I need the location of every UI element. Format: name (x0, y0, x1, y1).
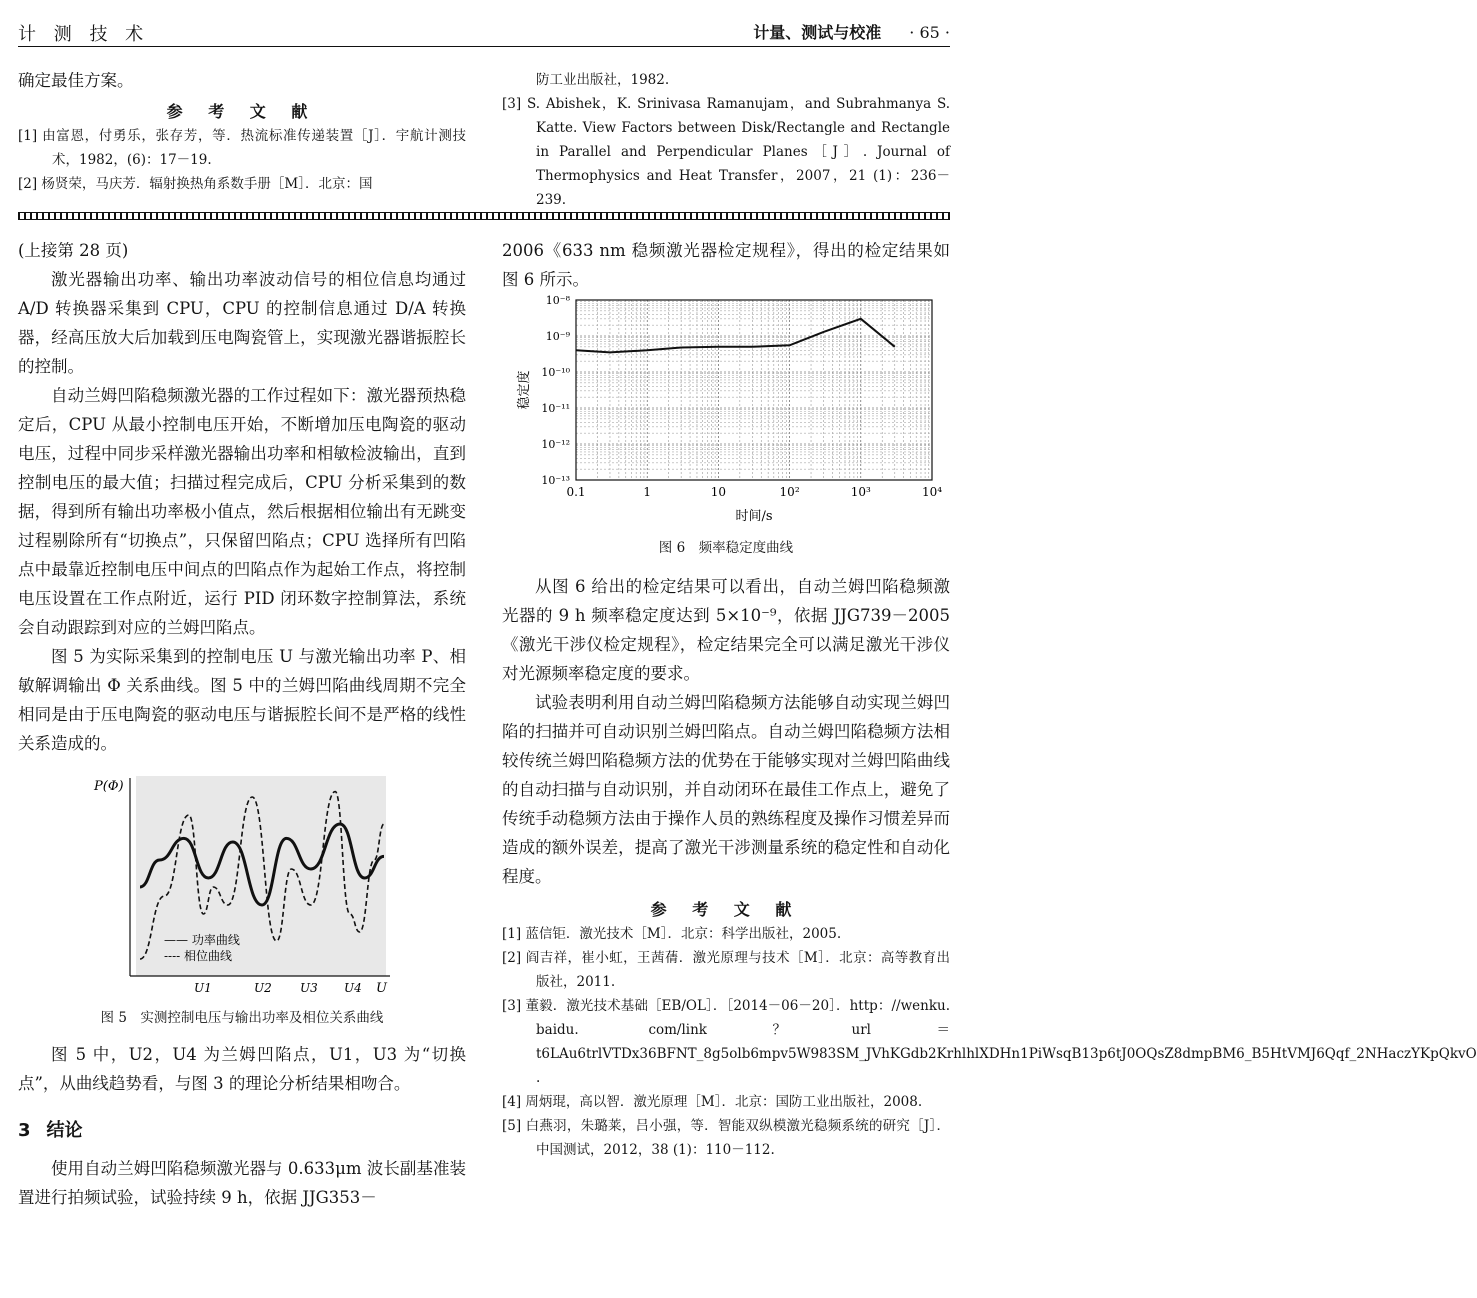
section-title-text: 结论 (46, 1120, 83, 1141)
section-title: 计量、测试与校准 (753, 23, 882, 42)
reference-1: [1] 蓝信钜．激光技术［M］．北京：科学出版社，2005. (502, 926, 842, 942)
fig5-tick-u4: U4 (344, 981, 362, 995)
fig6-ytick: 10⁻¹⁰ (541, 366, 570, 379)
prev-article-left (18, 66, 466, 196)
journal-name: 计 测 技 术 (18, 24, 150, 45)
prev-refs-title: 参 考 文 献 (166, 102, 318, 121)
prev-ref-2-cont: 防工业出版社，1982. (536, 72, 670, 88)
paragraph: 激光器输出功率、输出功率波动信号的相位信息均通过 A/D 转换器采集到 CPU，CPU 的控制信息通过 D/A 转换器，经高压放大后加载到压电陶瓷管上，实现激光器谐振腔长的控制。 (18, 270, 466, 376)
prev-ref-2: [2] 杨贤荣，马庆芳．辐射换热角系数手册［M］．北京：国 (18, 176, 373, 192)
fig6-xlabel: 时间/s (735, 509, 773, 524)
reference-4: [4] 周炳琨，高以智．激光原理［M］．北京：国防工业出版社，2008. (502, 1094, 923, 1110)
fig6-grid (576, 300, 932, 480)
continued-note: (上接第 28 页) (18, 241, 129, 260)
fig5-legend-solid: —— 功率曲线 (164, 933, 240, 947)
fig6-xtick: 10² (779, 485, 800, 499)
fig6-stability-series (576, 319, 895, 353)
paragraph: 自动兰姆凹陷稳频激光器的工作过程如下：激光器预热稳定后，CPU 从最小控制电压开始，不断增加压电陶瓷的驱动电压，过程中同步采样激光器输出功率和相敏检波输出，直到控制电压的最大值；扫描过程完成后，CPU 分析采集到的数据，得到所有输出功率极小值点，然后根据相位输出有无跳变过程剔除所有“切换点”，只保留凹陷点；CPU 选择所有凹陷点中最靠近控制电压中间点的凹陷点作为起始工作点，将控制电压设置在工作点附近，运行 PID 闭环数字控制算法，系统会自动跟踪到对应的兰姆凹陷点。 (18, 386, 466, 637)
fig6-frame (576, 300, 932, 480)
fig5-legend-dash: ---- 相位曲线 (164, 949, 233, 963)
fig5-tick-u2: U2 (254, 981, 272, 995)
figure-6-chart (502, 294, 950, 526)
figure-5-caption: 图 5 实测控制电压与输出功率及相位关系曲线 (100, 1010, 384, 1026)
fig6-ytick: 10⁻¹² (541, 438, 570, 451)
fig6-xtick: 10 (710, 485, 727, 499)
paragraph: 从图 6 给出的检定结果可以看出，自动兰姆凹陷稳频激光器的 9 h 频率稳定度达到 5×10⁻⁹，依据 JJG739－2005《激光干涉仪检定规程》，检定结果完全可以满足激光干涉仪对光源频率稳定度的要求。 (502, 577, 950, 683)
fig6-ytick: 10⁻⁸ (545, 294, 570, 307)
reference-2: [2] 阎吉祥，崔小虹，王茜蒨．激光原理与技术［M］．北京：高等教育出版社，2011. (502, 950, 950, 990)
fig5-ylabel: P(Φ) (94, 779, 124, 794)
paragraph: 使用自动兰姆凹陷稳频激光器与 0.633μm 波长副基准装置进行拍频试验，试验持续 9 h，依据 JJG353－ (18, 1159, 466, 1207)
fig6-ylabel: 稳定度 (517, 370, 532, 410)
fig5-tick-u1: U1 (194, 981, 212, 995)
reference-5: [5] 白燕羽，朱璐莱，吕小强，等．智能双纵模激光稳频系统的研究［J］．中国测试，2012，38 (1)：110－112. (502, 1118, 950, 1158)
fig6-xtick: 10³ (850, 485, 871, 499)
article-divider (18, 212, 950, 220)
page-number: · 65 · (909, 23, 950, 42)
section-heading (18, 1116, 466, 1142)
right-column (502, 236, 1477, 1162)
fig6-ytick: 10⁻¹¹ (541, 402, 570, 415)
fig5-xlabel: U (376, 981, 387, 996)
header-rule (18, 46, 950, 47)
paragraph: 图 5 中，U2，U4 为兰姆凹陷点，U1，U3 为“切换点”，从曲线趋势看，与图 3 的理论分析结果相吻合。 (18, 1045, 466, 1093)
paragraph: 图 5 为实际采集到的控制电压 U 与激光输出功率 P、相敏解调输出 Φ 关系曲线。图 5 中的兰姆凹陷曲线周期不完全相同是由于压电陶瓷的驱动电压与谐振腔长间不是严格的线性关系造成的。 (18, 647, 466, 753)
fig6-ytick: 10⁻¹³ (541, 474, 570, 487)
section-number: 3 (18, 1120, 31, 1141)
prev-ref-3: [3] S. Abishek，K. Srinivasa Ramanujam，and Subrahmanya S. Katte. View Factors between Disk/Rectangle and Rectangle in Parallel and Perpendicular Planes［J］. Journal of Thermophysics and Heat Transfer，2007，21 (1)：236－239. (502, 96, 950, 208)
figure-5-chart (18, 768, 466, 994)
section-header (753, 20, 950, 43)
prev-ref-1: [1] 由富恩，付勇乐，张存芳，等．热流标准传递装置［J］．宇航计测技术，1982，(6)：17－19. (18, 128, 466, 168)
fig6-xtick: 0.1 (566, 485, 586, 499)
fig6-x-ticks (566, 485, 942, 499)
prev-article-right (502, 68, 950, 212)
figure-6-caption: 图 6 频率稳定度曲线 (658, 540, 794, 556)
fig6-ytick: 10⁻⁹ (545, 330, 570, 343)
fig5-tick-u3: U3 (300, 981, 318, 995)
fig6-xtick: 1 (643, 485, 652, 499)
refs-title: 参 考 文 献 (650, 900, 802, 919)
left-column (18, 236, 466, 1212)
prev-tail-text: 确定最佳方案。 (18, 71, 134, 90)
fig6-y-ticks (541, 294, 570, 487)
paragraph: 试验表明利用自动兰姆凹陷稳频方法能够自动实现兰姆凹陷的扫描并可自动识别兰姆凹陷点。自动兰姆凹陷稳频方法相较传统兰姆凹陷稳频方法的优势在于能够实现对兰姆凹陷曲线的自动扫描与自动识别，并自动闭环在最佳工作点上，避免了传统手动稳频方法由于操作人员的熟练程度及操作习惯差异而造成的额外误差，提高了激光干涉测量系统的稳定性和自动化程度。 (502, 693, 950, 886)
fig6-xtick: 10⁴ (921, 485, 943, 499)
paragraph: 2006《633 nm 稳频激光器检定规程》，得出的检定结果如图 6 所示。 (502, 241, 950, 289)
reference-3: [3] 董毅．激光技术基础［EB/OL］．［2014－06－20］．http：//wenku. baidu. com/link？url＝t6LAu6trlVTDx36BFNT_8g5olb6mpv5W983SM_JVhKGdb2KrhlhlXDHn1PiWsqB13p6tJ0OQsZ8dmpBM6_B5HtVMJ6Qqf_2NHaczYKpQkvO . (502, 998, 1477, 1086)
